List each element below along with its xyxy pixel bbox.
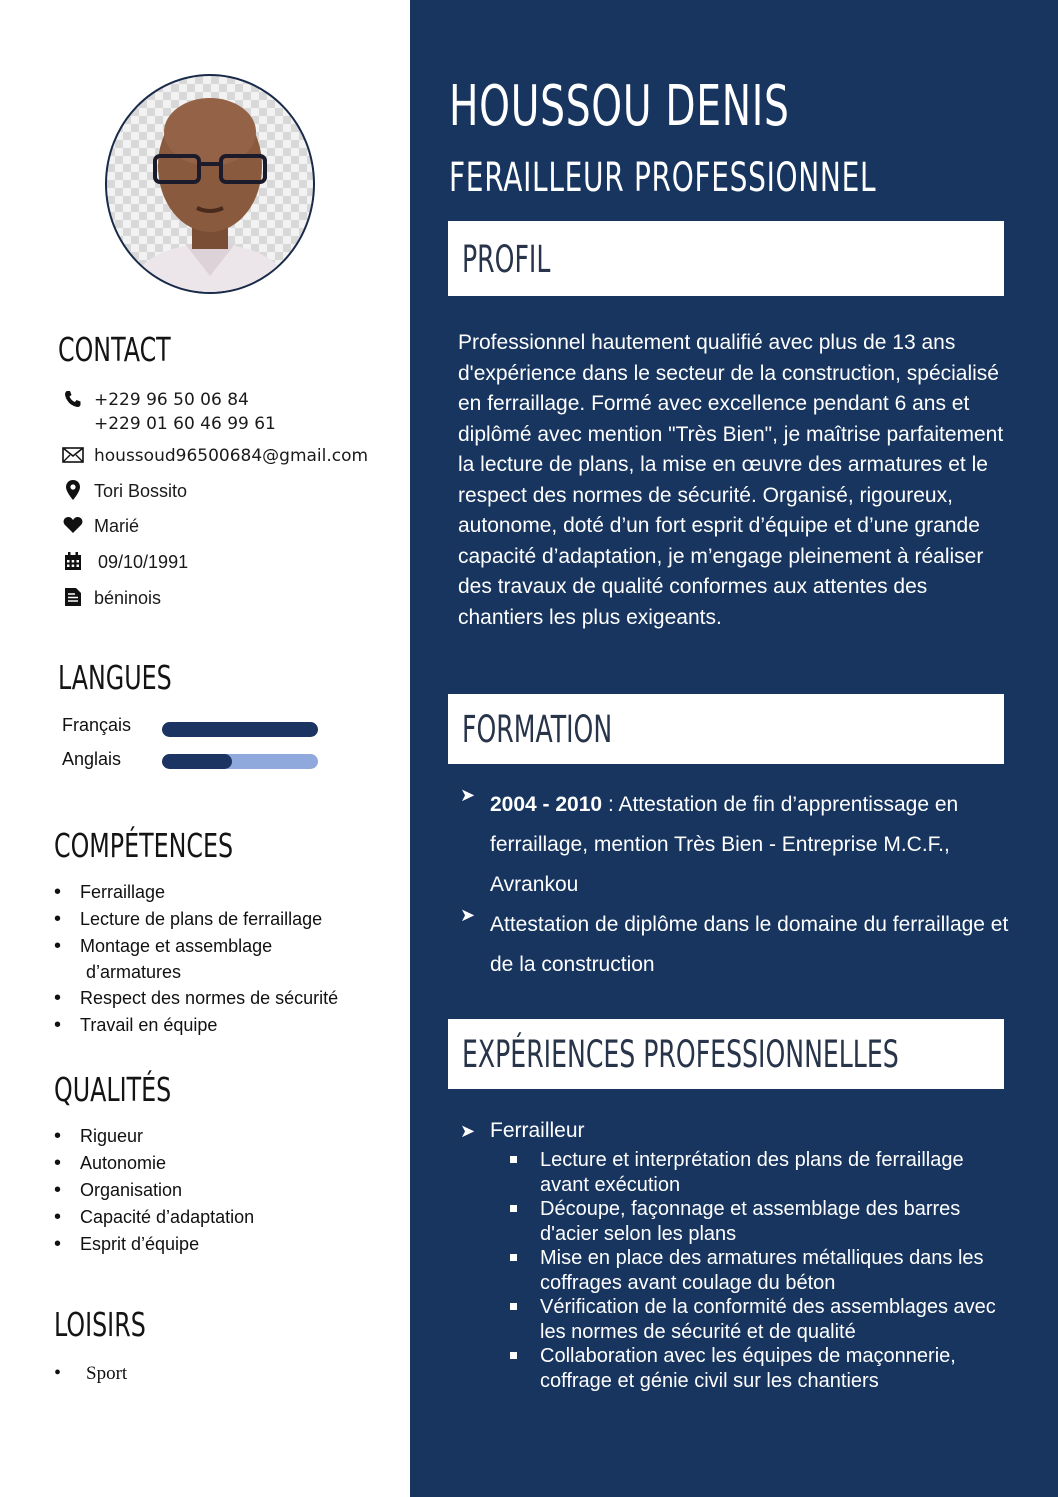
language-bar-english	[162, 754, 318, 769]
language-bar-french	[162, 722, 318, 737]
list-item: • Montage et assemblage	[54, 933, 338, 960]
hobbies-list	[54, 1360, 127, 1387]
job-title: FERAILLEUR PROFESSIONNEL	[449, 155, 877, 201]
skills-list	[54, 879, 338, 1039]
location-text: Tori Bossito	[94, 481, 188, 501]
list-item: Lecture et interprétation des plans de ferraillage avant exécution	[510, 1148, 1000, 1197]
contact-heading: CONTACT	[58, 330, 171, 369]
profile-heading: PROFIL	[462, 238, 551, 281]
qualities-list	[54, 1123, 254, 1258]
list-item: • Travail en équipe	[54, 1012, 338, 1039]
list-item-continuation: d’armatures	[86, 962, 182, 982]
list-item: • Respect des normes de sécurité	[54, 985, 338, 1012]
education-heading-box	[448, 694, 1004, 764]
list-item: • Capacité d’adaptation	[54, 1204, 254, 1231]
calendar-icon	[62, 551, 84, 571]
education-years: 2004 - 2010	[490, 793, 603, 816]
qualities-heading: QUALITÉS	[54, 1070, 172, 1109]
languages-heading: LANGUES	[58, 658, 172, 697]
list-item: • Lecture de plans de ferraillage	[54, 906, 338, 933]
experience-heading: EXPÉRIENCES PROFESSIONNELLES	[462, 1033, 899, 1076]
list-item: Mise en place des armatures métalliques dans les coffrages avant coulage du béton	[510, 1246, 1000, 1295]
language-label-english: Anglais	[62, 749, 122, 769]
phone-number-2[interactable]: +229 01 60 46 99 61	[94, 414, 276, 434]
education-heading: FORMATION	[462, 708, 613, 751]
profile-heading-box	[448, 221, 1004, 296]
birthdate-row	[62, 550, 188, 574]
list-item: • Autonomie	[54, 1150, 254, 1177]
list-item: • Sport	[54, 1360, 127, 1387]
list-item: Collaboration avec les équipes de maçonnerie, coffrage et génie civil sur les chantiers	[510, 1344, 1000, 1393]
experience-task-list	[510, 1148, 1000, 1393]
phone-number-1[interactable]: +229 96 50 06 84	[94, 390, 249, 410]
email-link[interactable]: houssoud96500684@gmail.com	[94, 446, 369, 466]
skills-heading: COMPÉTENCES	[54, 826, 234, 865]
nationality-row	[62, 586, 161, 610]
experience-heading-box	[448, 1019, 1004, 1089]
list-item: • Ferraillage	[54, 879, 338, 906]
birth-date-text: 09/10/1991	[98, 552, 189, 572]
profile-text: Professionnel hautement qualifié avec plus de 13 ans d'expérience dans le secteur de la construction, spécialisé en ferraillage. Formé avec excellence pendant 6 ans et diplômé avec mention "Très Bien", je maîtrise parfaitement la lecture de plans, la mise en œuvre des armatures et le respect des normes de sécurité. Organisé, rigoureux, autonome, doté d’un fort esprit d’équipe et d’une grande capacité d’adaptation, je m’engage pleinement à réaliser des travaux de qualité conformes aux attentes des chantiers les plus exigeants.	[458, 331, 1004, 629]
id-document-icon	[62, 587, 84, 607]
education-item-text: : Attestation de fin d’apprentissage en ferraillage, mention Très Bien - Entreprise M.C.F., Avrankou	[490, 793, 959, 896]
arrow-bullet-icon: ➤	[460, 785, 476, 805]
phone-row	[62, 388, 276, 436]
list-item: • Esprit d’équipe	[54, 1231, 254, 1258]
email-row	[62, 444, 368, 468]
marital-status-text: Marié	[94, 516, 140, 536]
list-item: • Rigueur	[54, 1123, 254, 1150]
heart-icon	[62, 515, 84, 535]
candidate-name: HOUSSOU DENIS	[449, 74, 790, 139]
list-item: Vérification de la conformité des assemblages avec les normes de sécurité et de qualité	[510, 1295, 1000, 1344]
profile-photo	[105, 74, 315, 294]
arrow-bullet-icon: ➤	[460, 1121, 476, 1141]
hobbies-heading: LOISIRS	[54, 1305, 146, 1344]
envelope-icon	[62, 445, 84, 465]
experience-job-title: Ferrailleur	[490, 1119, 585, 1142]
marital-row	[62, 514, 139, 538]
map-pin-icon	[62, 480, 84, 500]
nationality-text: béninois	[94, 588, 162, 608]
list-item: Découpe, façonnage et assemblage des barres d'acier selon les plans	[510, 1197, 1000, 1246]
phone-icon	[62, 389, 84, 409]
location-row	[62, 479, 187, 503]
education-item-text: Attestation de diplôme dans le domaine du ferraillage et de la construction	[490, 913, 1009, 976]
list-item: • Organisation	[54, 1177, 254, 1204]
arrow-bullet-icon: ➤	[460, 905, 476, 925]
language-label-french: Français	[62, 715, 132, 735]
